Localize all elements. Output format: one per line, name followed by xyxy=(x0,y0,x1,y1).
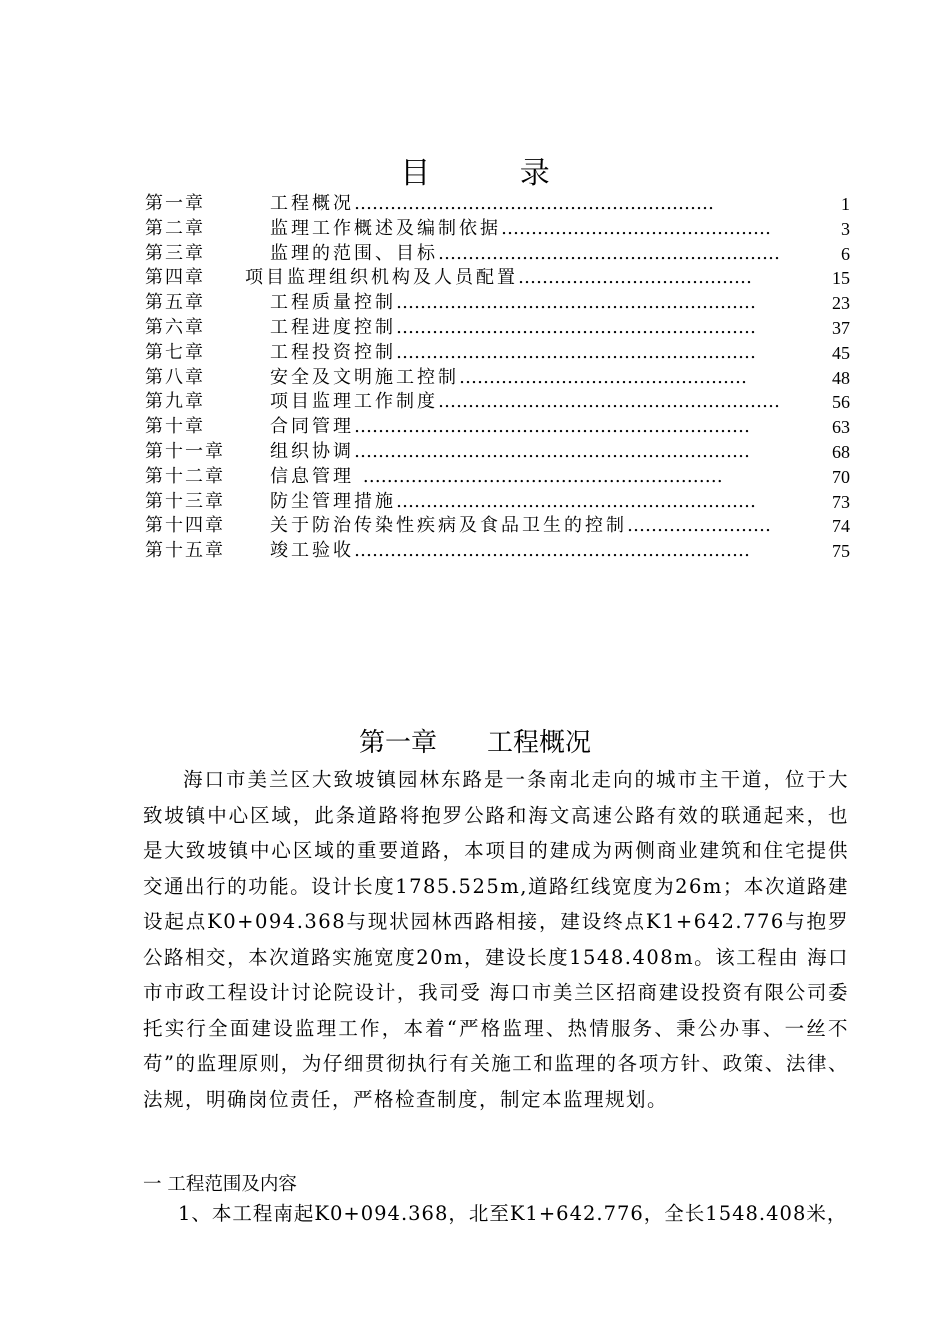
toc-title-text: 合同管理 xyxy=(270,416,354,438)
toc-chapter-number: 第二章 xyxy=(145,217,205,239)
toc-chapter-number: 第一章 xyxy=(145,193,205,214)
toc-chapter-number: 第三章 xyxy=(145,242,205,264)
toc-chapter-number: 第十三章 xyxy=(145,490,225,512)
toc-entry[interactable] xyxy=(145,192,850,217)
toc-leader-dots: …………………………………………………… xyxy=(396,292,756,314)
toc-title-text: 监理工作概述及编制依据 xyxy=(270,217,501,239)
toc-entry[interactable] xyxy=(145,390,850,415)
toc-leader-dots: …………………………………………………… xyxy=(396,341,756,363)
toc-page-number: 37 xyxy=(832,317,850,338)
toc-title-text: 信息管理 xyxy=(270,465,363,487)
chapter-number: 第一章 xyxy=(358,728,437,758)
toc-entry[interactable] xyxy=(145,266,850,291)
toc-leader-dots: …………………………………………………… xyxy=(396,316,756,338)
toc-entry[interactable] xyxy=(145,415,850,440)
section-heading: 一 工程范围及内容 xyxy=(143,1174,297,1195)
toc-page-number: 6 xyxy=(841,243,850,264)
chapter-name: 工程概况 xyxy=(487,728,592,758)
toc-leader-dots: …………………… xyxy=(627,515,771,537)
toc-page-number: 15 xyxy=(832,268,850,289)
toc-entry[interactable] xyxy=(145,539,850,564)
toc-page-number: 48 xyxy=(832,367,850,388)
toc-entry[interactable] xyxy=(145,242,850,267)
toc-entry[interactable] xyxy=(145,316,850,341)
toc-chapter-number: 第十章 xyxy=(145,416,205,438)
toc-title-text: 项目监理组织机构及人员配置 xyxy=(245,267,518,289)
toc-chapter-number: 第十一章 xyxy=(145,440,225,462)
toc-leader-dots: ………………………………………………………… xyxy=(354,540,750,562)
toc-leader-dots: …………………………………………………… xyxy=(362,465,723,487)
toc-page-number: 56 xyxy=(832,392,850,413)
toc-chapter-number: 第七章 xyxy=(145,341,205,363)
toc-page-number: 75 xyxy=(832,541,850,562)
toc-title-text: 关于防治传染性疾病及食品卫生的控制 xyxy=(270,515,627,537)
toc-chapter-number: 第九章 xyxy=(145,391,205,413)
toc-chapter-number: 第十四章 xyxy=(145,515,225,537)
toc-entry[interactable] xyxy=(145,465,850,490)
toc-entry[interactable] xyxy=(145,514,850,539)
toc-page-number: 63 xyxy=(832,417,850,438)
toc-title-text: 工程进度控制 xyxy=(270,316,396,338)
toc-chapter-number: 第十五章 xyxy=(145,540,225,562)
toc-title-text: 安全及文明施工控制 xyxy=(270,366,459,388)
toc-entry[interactable] xyxy=(145,217,850,242)
toc-chapter-number: 第四章 xyxy=(145,267,205,289)
toc-page-number: 23 xyxy=(832,293,850,314)
toc-title-text: 工程概况 xyxy=(270,193,354,214)
toc-leader-dots: ………………………………………………… xyxy=(438,242,780,264)
toc-entry[interactable] xyxy=(145,490,850,515)
toc-title-text: 防尘管理措施 xyxy=(270,490,396,512)
toc-title-text: 项目监理工作制度 xyxy=(270,391,438,413)
toc-page-number: 74 xyxy=(832,516,850,537)
toc-leader-dots: ………………………………………………… xyxy=(438,391,780,413)
table-of-contents xyxy=(145,192,850,564)
toc-entry[interactable] xyxy=(145,341,850,366)
toc-leader-dots: …………………………………………………… xyxy=(354,193,714,214)
toc-chapter-number: 第八章 xyxy=(145,366,205,388)
toc-leader-dots: ………………………………………………………… xyxy=(354,440,750,462)
toc-entry[interactable] xyxy=(145,291,850,316)
toc-chapter-number: 第六章 xyxy=(145,316,205,338)
toc-leader-dots: ………………………………………………………… xyxy=(354,416,750,438)
toc-leader-dots: …………………………………………………… xyxy=(396,490,756,512)
list-item: 1、本工程南起K0+094.368，北至K1+642.776，全长1548.408米， xyxy=(178,1202,848,1225)
toc-leader-dots: ………………………………… xyxy=(518,267,752,289)
toc-title-text: 监理的范围、目标 xyxy=(270,242,438,264)
toc-title: 目 录 xyxy=(400,156,590,191)
toc-page-number: 68 xyxy=(832,441,850,462)
toc-title-text: 工程质量控制 xyxy=(270,292,396,314)
toc-entry[interactable] xyxy=(145,366,850,391)
toc-entry[interactable] xyxy=(145,440,850,465)
toc-leader-dots: ………………………………………… xyxy=(459,366,747,388)
toc-page-number: 1 xyxy=(841,194,850,214)
toc-page-number: 45 xyxy=(832,342,850,363)
toc-page-number: 70 xyxy=(832,466,850,487)
toc-page-number: 3 xyxy=(841,218,850,239)
chapter-paragraph: 海口市美兰区大致坡镇园林东路是一条南北走向的城市主干道，位于大致坡镇中心区域，此条道路将抱罗公路和海文高速公路有效的联通起来，也是大致坡镇中心区域的重要道路，本项目的建成为两侧商业建筑和住宅提供交通出行的功能。设计长度1785.525m,道路红线宽度为26m；本次道路建设起点K0+094.368与现状园林西路相接，建设终点K1+642.776与抱罗公路相交，本次道路实施宽度20m，建设长度1548.408m。该工程由 海口市市政工程设计讨论院设计，我司受 海口市美兰区招商建设投资有限公司委托实行全面建设监理工作，本着“严格监理、热情服务、秉公办事、一丝不苟”的监理原则，为仔细贯彻执行有关施工和监理的各项方针、政策、法律、法规，明确岗位责任，严格检查制度，制定本监理规划。 xyxy=(143,768,849,1111)
toc-chapter-number: 第十二章 xyxy=(145,465,225,487)
toc-page-number: 73 xyxy=(832,491,850,512)
chapter-title xyxy=(0,722,950,759)
toc-title-text: 组织协调 xyxy=(270,440,354,462)
toc-title-text: 竣工验收 xyxy=(270,540,354,562)
toc-chapter-number: 第五章 xyxy=(145,292,205,314)
toc-leader-dots: ……………………………………… xyxy=(501,217,771,239)
toc-title-text: 工程投资控制 xyxy=(270,341,396,363)
